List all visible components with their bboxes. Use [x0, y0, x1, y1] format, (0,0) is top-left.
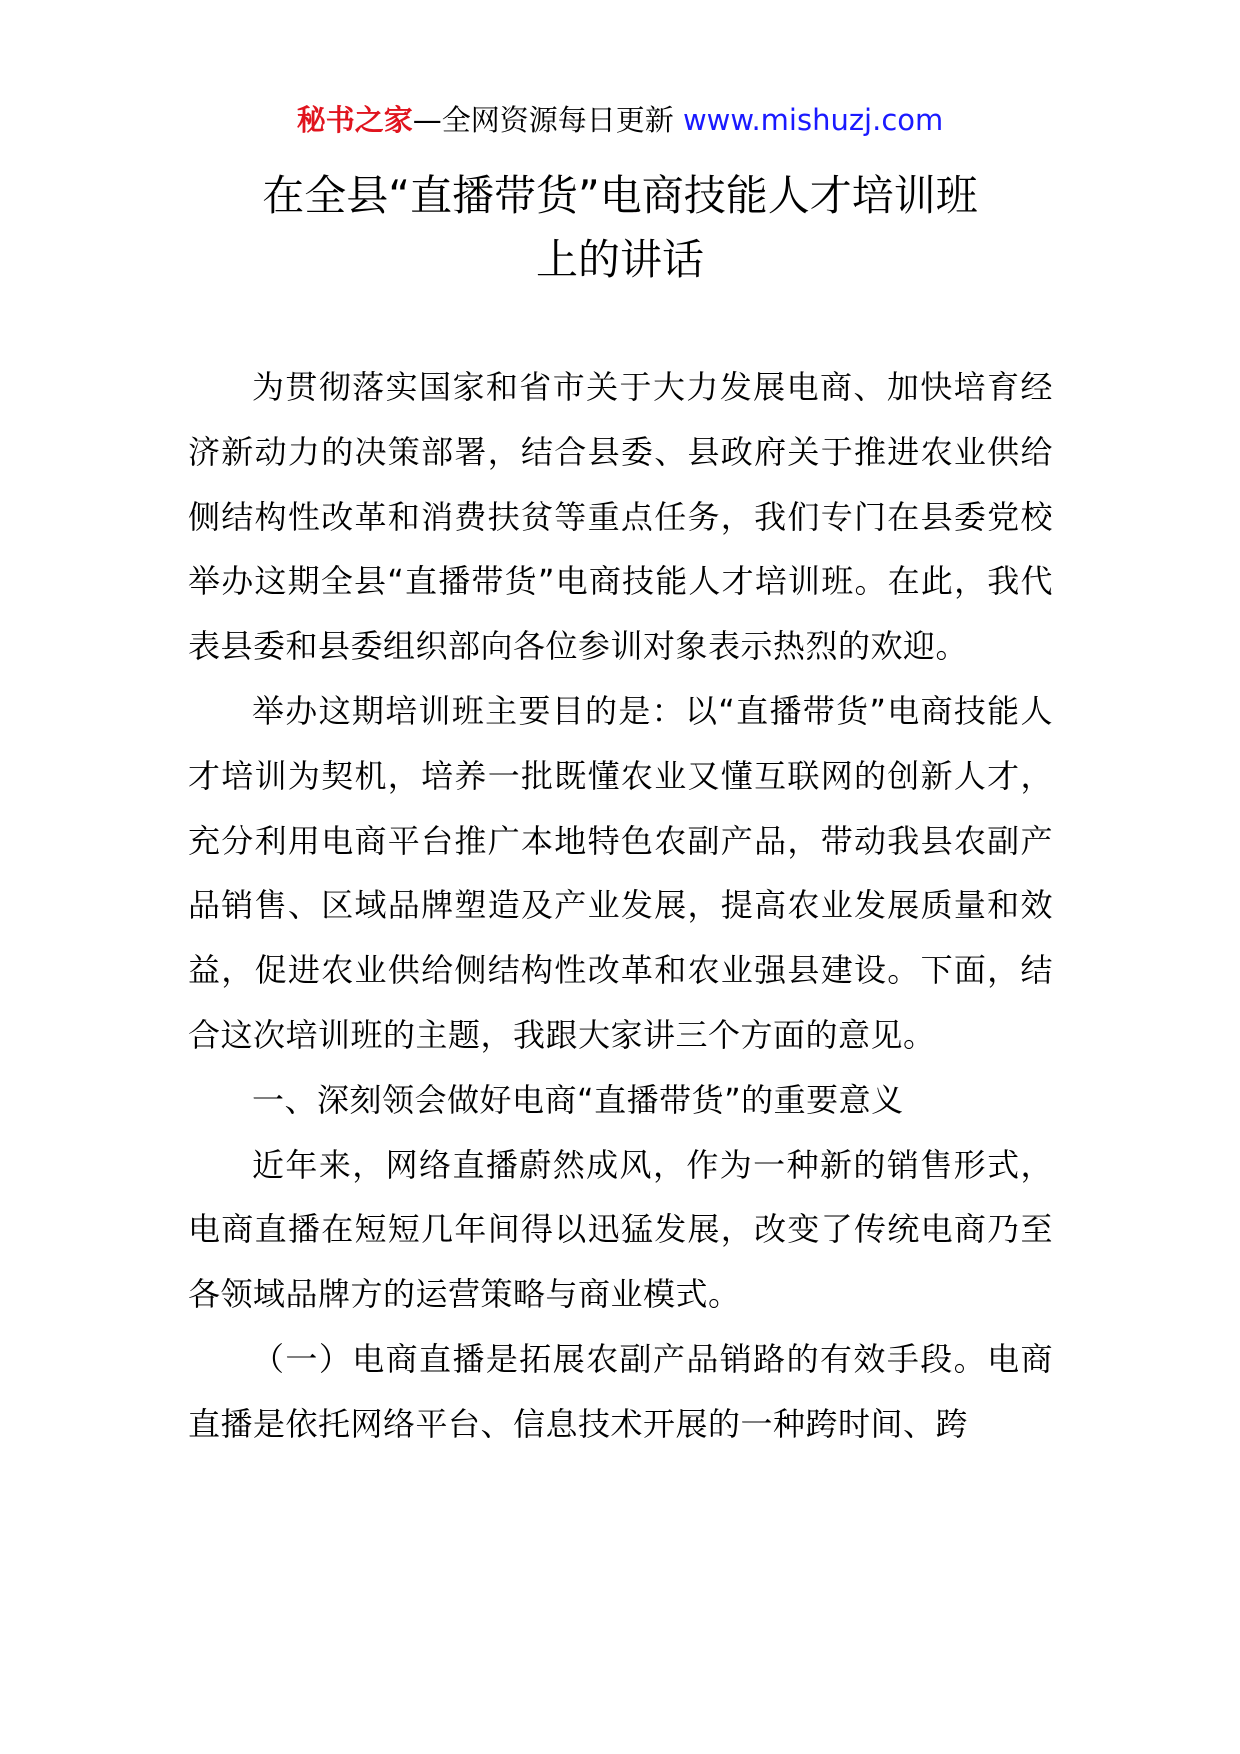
paragraph: （一）电商直播是拓展农副产品销路的有效手段。电商直播是依托网络平台、信息技术开展的一种跨时间、跨 — [188, 1339, 1053, 1443]
header-slogan: —全网资源每日更新 — [412, 103, 683, 137]
document-title — [150, 164, 1090, 292]
watermark-header — [0, 100, 1240, 140]
paragraph: 近年来，网络直播蔚然成风，作为一种新的销售形式，电商直播在短短几年间得以迅猛发展，改变了传统电商乃至各领域品牌方的运营策略与商业模式。 — [188, 1145, 1053, 1314]
paragraph: 举办这期培训班主要目的是：以“直播带货”电商技能人才培训为契机，培养一批既懂农业又懂互联网的创新人才，充分利用电商平台推广本地特色农副产品，带动我县农副产品销售、区域品牌塑造及产业发展，提高农业发展质量和效益，促进农业供给侧结构性改革和农业强县建设。下面，结合这次培训班的主题，我跟大家讲三个方面的意见。 — [188, 691, 1053, 1054]
title-line-1: 在全县“直播带货”电商技能人才培训班 — [262, 171, 978, 220]
title-line-2: 上的讲话 — [535, 235, 704, 284]
document-body — [188, 355, 1053, 1457]
paragraph: 为贯彻落实国家和省市关于大力发展电商、加快培育经济新动力的决策部署，结合县委、县政府关于推进农业供给侧结构性改革和消费扶贫等重点任务，我们专门在县委党校举办这期全县“直播带货”电商技能人才培训班。在此，我代表县委和县委组织部向各位参训对象表示热烈的欢迎。 — [188, 368, 1053, 666]
header-site-link[interactable]: www.mishuzj.com — [682, 103, 944, 137]
section-heading: 一、深刻领会做好电商“直播带货”的重要意义 — [252, 1080, 904, 1119]
header-brand: 秘书之家 — [296, 103, 413, 137]
